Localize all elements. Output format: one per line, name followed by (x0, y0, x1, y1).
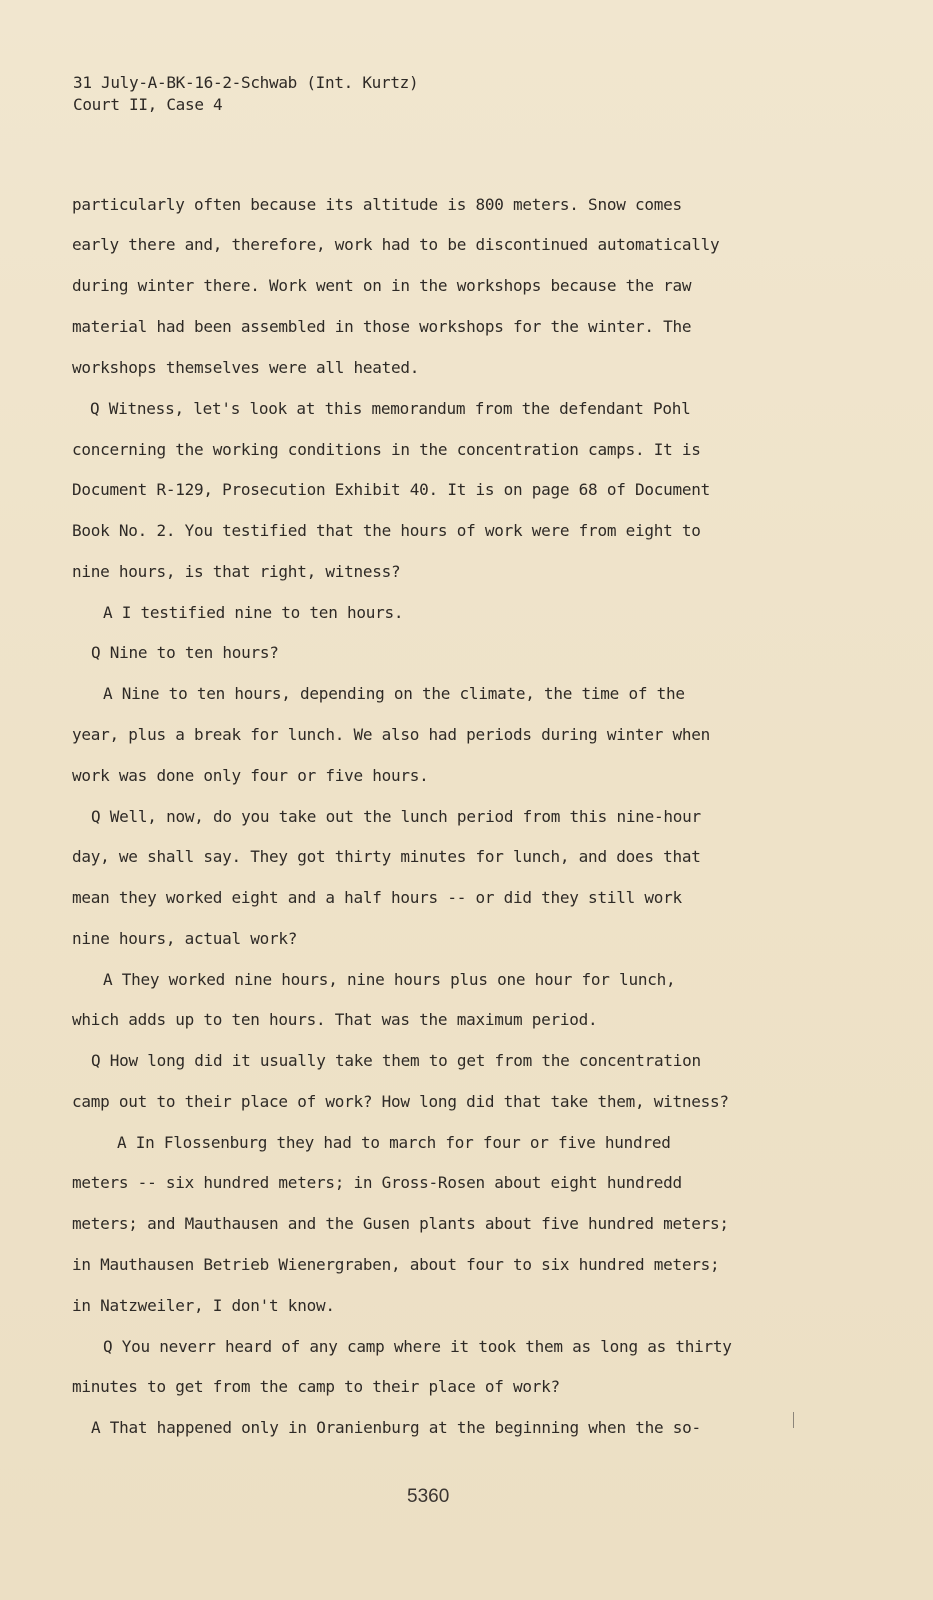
text-line: A That happened only in Oranienburg at the beginning when the so- (91, 1418, 701, 1437)
margin-mark (793, 1412, 794, 1428)
text-line: Q Well, now, do you take out the lunch period from this nine-hour (91, 807, 701, 826)
text-line: nine hours, actual work? (72, 929, 298, 948)
text-line: work was done only four or five hours. (72, 766, 429, 785)
text-line: A Nine to ten hours, depending on the climate, the time of the (103, 684, 685, 703)
text-line: nine hours, is that right, witness? (72, 562, 401, 581)
header-court-case: Court II, Case 4 (73, 95, 223, 114)
document-header (73, 72, 418, 116)
header-reference: 31 July-A-BK-16-2-Schwab (Int. Kurtz) (73, 73, 419, 92)
text-line: camp out to their place of work? How long did that take them, witness? (72, 1092, 729, 1111)
text-line: in Mauthausen Betrieb Wienergraben, about four to six hundred meters; (72, 1255, 720, 1274)
text-line: meters; and Mauthausen and the Gusen plants about five hundred meters; (72, 1214, 729, 1233)
text-line: Q You neverr heard of any camp where it took them as long as thirty (103, 1337, 732, 1356)
text-line: meters -- six hundred meters; in Gross-Rosen about eight hundredd (72, 1173, 682, 1192)
text-line: in Natzweiler, I don't know. (72, 1296, 335, 1315)
text-line: Book No. 2. You testified that the hours of work were from eight to (72, 521, 701, 540)
text-line: particularly often because its altitude is 800 meters. Snow comes (72, 195, 682, 214)
text-line: mean they worked eight and a half hours -- or did they still work (72, 888, 682, 907)
text-line: A They worked nine hours, nine hours plus one hour for lunch, (103, 970, 676, 989)
text-line: Q Nine to ten hours? (91, 643, 279, 662)
text-line: which adds up to ten hours. That was the maximum period. (72, 1010, 598, 1029)
text-line: material had been assembled in those workshops for the winter. The (72, 317, 692, 336)
text-line: year, plus a break for lunch. We also had periods during winter when (72, 725, 711, 744)
text-line: minutes to get from the camp to their place of work? (72, 1377, 560, 1396)
text-line: during winter there. Work went on in the workshops because the raw (72, 276, 692, 295)
text-line: Q How long did it usually take them to get from the concentration (91, 1051, 701, 1070)
page-number: 5360 (407, 1486, 450, 1507)
text-line: A I testified nine to ten hours. (103, 603, 404, 622)
text-line: Q Witness, let's look at this memorandum from the defendant Pohl (90, 399, 691, 418)
text-line: A In Flossenburg they had to march for four or five hundred (117, 1133, 671, 1152)
text-line: concerning the working conditions in the concentration camps. It is (72, 440, 701, 459)
text-line: day, we shall say. They got thirty minutes for lunch, and does that (72, 847, 701, 866)
text-line: Document R-129, Prosecution Exhibit 40. It is on page 68 of Document (72, 480, 711, 499)
text-line: workshops themselves were all heated. (72, 358, 420, 377)
text-line: early there and, therefore, work had to be discontinued automatically (72, 235, 720, 254)
